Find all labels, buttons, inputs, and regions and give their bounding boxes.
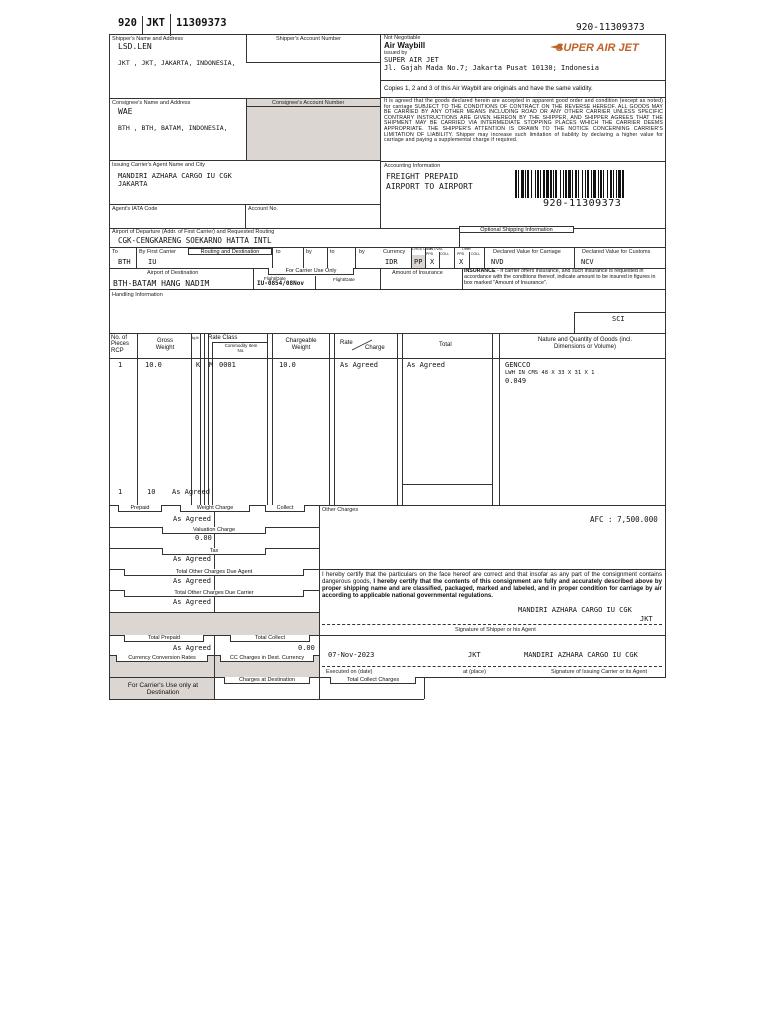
prepaid-label: Prepaid [118,505,162,512]
routing-destination-label: Routing and Destination [188,248,272,255]
other-agent-value: As Agreed [173,577,211,585]
departure-airport: CGK-CENGKARENG SOEKARNO HATTA INTL [118,236,272,245]
currency-value: IDR [385,258,398,266]
barcode-bar [568,170,571,198]
barcode-bar [546,170,549,198]
barcode-bar [527,170,529,198]
barcode-bar [535,170,536,198]
barcode-bar [575,170,577,198]
agent-city: JAKARTA [118,180,148,188]
certification-text: I hereby certify that the particulars on the face hereof are correct and that insofar as any part of the consignment contains dangerous goods, I hereby certify that the contents of this consignment are fully and accurately described above by proper shipping name and are classified, packaged, marked and labeled, and in proper condition for carriage by air according to applicable national governmental regulations. [322,571,662,599]
barcode-bar [550,170,552,198]
barcode-bar [622,170,624,198]
shipper-city-sign: JKT [640,615,653,623]
wtval-label: WT/VAL [430,247,443,251]
rate-label: Rate [340,340,353,346]
agent-iata-label: Agent's IATA Code [112,206,158,212]
other-charges-value: AFC : 7,500.000 [590,515,658,524]
copies-note: Copies 1, 2 and 3 of this Air Waybill are originals and have the same validity. [384,85,593,92]
barcode-bar [607,170,608,198]
total-collect-label: Total Collect [230,635,310,642]
chgs-value: PP [414,258,423,266]
barcode-bar [572,170,573,198]
consignee-address: BTH , BTH, BATAM, INDONESIA, [118,124,228,132]
barcode-bar [616,170,617,198]
declared-customs-value: NCV [581,258,594,266]
barcode-bar [555,170,557,198]
agent-label: Issuing Carrier's Agent Name and City [112,162,206,168]
agent-name: MANDIRI AZHARA CARGO IU CGK [118,172,232,180]
barcode-bar [553,170,554,198]
other-ppd-label: PPD [457,252,465,256]
barcode-bar [563,170,564,198]
cc-dest-label: CC Charges in Dest. Currency [220,655,314,662]
shipper-sign-line [322,624,662,625]
optional-shipping-label: Optional Shipping Information [459,226,574,233]
barcode-bar [591,170,592,198]
collect-label: Collect [265,505,305,512]
sci-value: SCI [612,315,625,323]
chargeable-value: 10.0 [279,361,296,369]
nature-label: Nature and Quantity of Goods (incl. Dimensions or Volume) [537,337,633,350]
shipper-label: Shipper's Name and Address [112,36,184,42]
barcode-bar [585,170,586,198]
weight-charge-value: As Agreed [173,515,211,523]
charges-dest-label: Charges at Destination [224,677,310,684]
issued-by-label: issued by [384,50,408,56]
chgs-code-label: CHGS Code [412,247,432,251]
sum-total: As Agreed [172,488,210,496]
date-label: Executed on (date) [326,669,373,675]
barcode-bar [515,170,517,198]
barcode-bar [537,170,539,198]
barcode-bar [540,170,541,198]
rate-class-value: M [209,361,214,369]
total-collect-value: 0.00 [298,644,315,652]
currency-label: Currency [383,249,406,255]
destination-value: BTH-BATAM HANG NADIM [113,279,210,288]
other-agent-label: Total Other Charges Due Agent [124,569,304,576]
by2-label: by [306,249,312,255]
charge-label: Charge [365,345,385,351]
issuer-name: SUPER AIR JET [384,56,439,64]
kg-value: K [196,361,201,369]
consignee-name: WAE [118,107,133,116]
total-collect-charges-label: Total Collect Charges [330,677,416,684]
gross-value: 10.0 [145,361,162,369]
first-carrier-label: By First Carrier [139,249,176,255]
wt-coll-label: COLL [440,252,450,256]
other-carrier-value: As Agreed [173,598,211,606]
consignee-account-shade [247,99,380,160]
total-value: As Agreed [407,361,445,369]
pieces-value: 1 [118,361,123,369]
shipper-name: LSD.LEN [118,42,152,51]
barcode-bar [543,170,545,198]
valuation-label: Valuation Charge [162,527,266,534]
super-air-jet-logo [548,38,663,56]
header-divider [142,16,143,34]
barcode-number: 920-11309373 [543,198,622,209]
blank-shade [110,613,319,635]
flight2-label: Flight/Date [333,277,355,282]
declared-carriage-value: NVD [491,258,504,266]
conditions-text: It is agreed that the goods declared herein are accepted in apparent good order and condition (except as noted) for carriage SUBJECT TO THE CONDITIONS OF CONTRACT ON THE REVERSE HEREOF. ALL GOODS MAY BE CARRIED BY ANY OTHER MEANS INCLUDING ROAD OR ANY OTHER CARRIER UNLESS SPECIFIC CONTRARY INSTRUCTIONS ARE GIVEN HEREON BY THE SHIPPER, AND SHIPPER AGREES THAT THE SHIPMENT MAY BE CARRIED VIA INTERMEDIATE STOPPING PLACES WHICH THE CARRIER DEEMS APPROPRIATE. THE SHIPPER'S ATTENTION IS DRAWN TO THE NOTICE CONCERNING CARRIER'S LIMITATION OF LIABILITY. Shipper may increase such limitation of liability by declaring a higher value for carriage and paying a supplemental charge if required. [384,98,663,144]
tax-value: As Agreed [173,555,211,563]
executed-date: 07-Nov-2023 [328,651,375,659]
other-label: Other [462,247,471,251]
wt-ppd-label: PPD [426,252,434,256]
barcode-bar [603,170,604,198]
barcode-bar [593,170,596,198]
carrier-use-dest: For Carrier's Use only at Destination [127,682,199,697]
conversion-label: Currency Conversion Rates [116,655,208,662]
rate-value: As Agreed [340,361,378,369]
first-carrier-value: IU [148,258,157,266]
shipper-agent-sign: MANDIRI AZHARA CARGO IU CGK [518,606,632,614]
pieces-label: No. of Pieces RCP [111,335,130,354]
barcode-bar [565,170,567,198]
issuer-address: Jl. Gajah Mada No.7; Jakarta Pusat 10130; Indonesia [384,64,599,72]
issuer-sig-label: Signature of Issuing Carrier or its Agent [551,669,647,675]
awb-prefix: 920 [118,17,137,29]
agent-account-label: Account No. [248,206,278,212]
header-divider [170,14,171,36]
commodity-value: 0001 [219,361,236,369]
nature-line1: GENCCO [505,361,531,369]
executed-place: JKT [468,651,481,659]
carrier-use-label: For Carrier Use Only [268,268,354,275]
departure-label: Airport of Departure (Addr. of First Carrier) and Requested Routing [112,229,275,235]
sum-gross: 10 [147,488,156,496]
to3-label: to [330,249,335,255]
accounting-label: Accounting Information [384,163,441,169]
to-label: To [112,249,118,255]
rate-class-label: Rate Class [208,335,238,341]
nature-line2: LWH IN CMS 48 X 33 X 31 X 1 [505,370,595,376]
weight-charge-label: Weight Charge [180,505,250,512]
barcode [515,170,651,198]
tax-label: Tax [162,548,266,555]
awb-origin: JKT [146,17,165,29]
barcode-bar [618,170,621,198]
barcode-bar [613,170,614,198]
barcode-bar [582,170,583,198]
valuation-value: 0.00 [195,534,212,542]
insurance-note: INSURANCE - If carrier offers insurance, and such insurance is requested in accordance with the conditions thereof, indicate amount to be insured in figures in box marked "Amount of Insurance". [464,268,656,286]
consignee-label: Consignee's Name and Address [112,100,191,106]
barcode-bar [578,170,579,198]
other-carrier-label: Total Other Charges Due Carrier [124,590,304,597]
issuer-sign-line [322,666,662,667]
place-label: at (place) [463,669,486,675]
flight-value: IU-0854/08Nov [257,280,304,287]
barcode-bar [531,170,532,198]
barcode-bar [610,170,612,198]
gross-label: Gross Weight [155,338,175,351]
insurance-label: Amount of Insurance [392,270,443,276]
nature-line3: 0.049 [505,377,527,385]
barcode-bar [521,170,524,198]
other-charges-label: Other Charges [322,507,359,513]
barcode-bar [587,170,589,198]
shipper-account-label: Shipper's Account Number [276,36,341,42]
barcode-bar [600,170,602,198]
logo-text: SUPER AIR JET [556,42,639,54]
commodity-label: Commodity Item No. [224,343,258,353]
declared-carriage-label: Declared Value for Carriage [493,249,561,255]
total-prepaid-value: As Agreed [173,644,211,652]
barcode-bar [560,170,561,198]
issuing-agent-sign: MANDIRI AZHARA CARGO IU CGK [524,651,638,659]
accounting-line2: AIRPORT TO AIRPORT [386,182,473,191]
to-value: BTH [118,258,131,266]
to2-label: to [276,249,281,255]
destination-label: Airport of Destination [147,270,199,276]
not-negotiable: Not Negotiable [384,35,421,41]
accounting-line1: FREIGHT PREPAID [386,172,459,181]
kg-label: kg lb [192,336,199,340]
barcode-bar [598,170,599,198]
declared-customs-label: Declared Value for Customs [582,249,651,255]
barcode-bar [518,170,519,198]
consignee-account-label: Consignee's Account Number [272,100,345,106]
shipper-sig-label: Signature of Shipper or his Agent [455,627,536,633]
air-waybill-title: Air Waybill [384,41,426,50]
barcode-bar [525,170,526,198]
awb-serial: 11309373 [176,17,227,29]
flight-label: Flight/Date [264,276,286,281]
shipper-address: JKT , JKT, JAKARTA, INDONESIA, [118,59,236,67]
handling-label: Handling Information [112,292,163,298]
total-label: Total [439,342,452,348]
wt-ppd-value: X [430,258,435,266]
other-coll-label: COLL [471,252,481,256]
by3-label: by [359,249,365,255]
awb-number-top: 920-11309373 [576,22,645,33]
sum-pieces: 1 [118,488,123,496]
total-prepaid-label: Total Prepaid [124,635,204,642]
chargeable-label: Chargeable Weight [285,338,317,351]
other-ppd-value: X [459,258,464,266]
